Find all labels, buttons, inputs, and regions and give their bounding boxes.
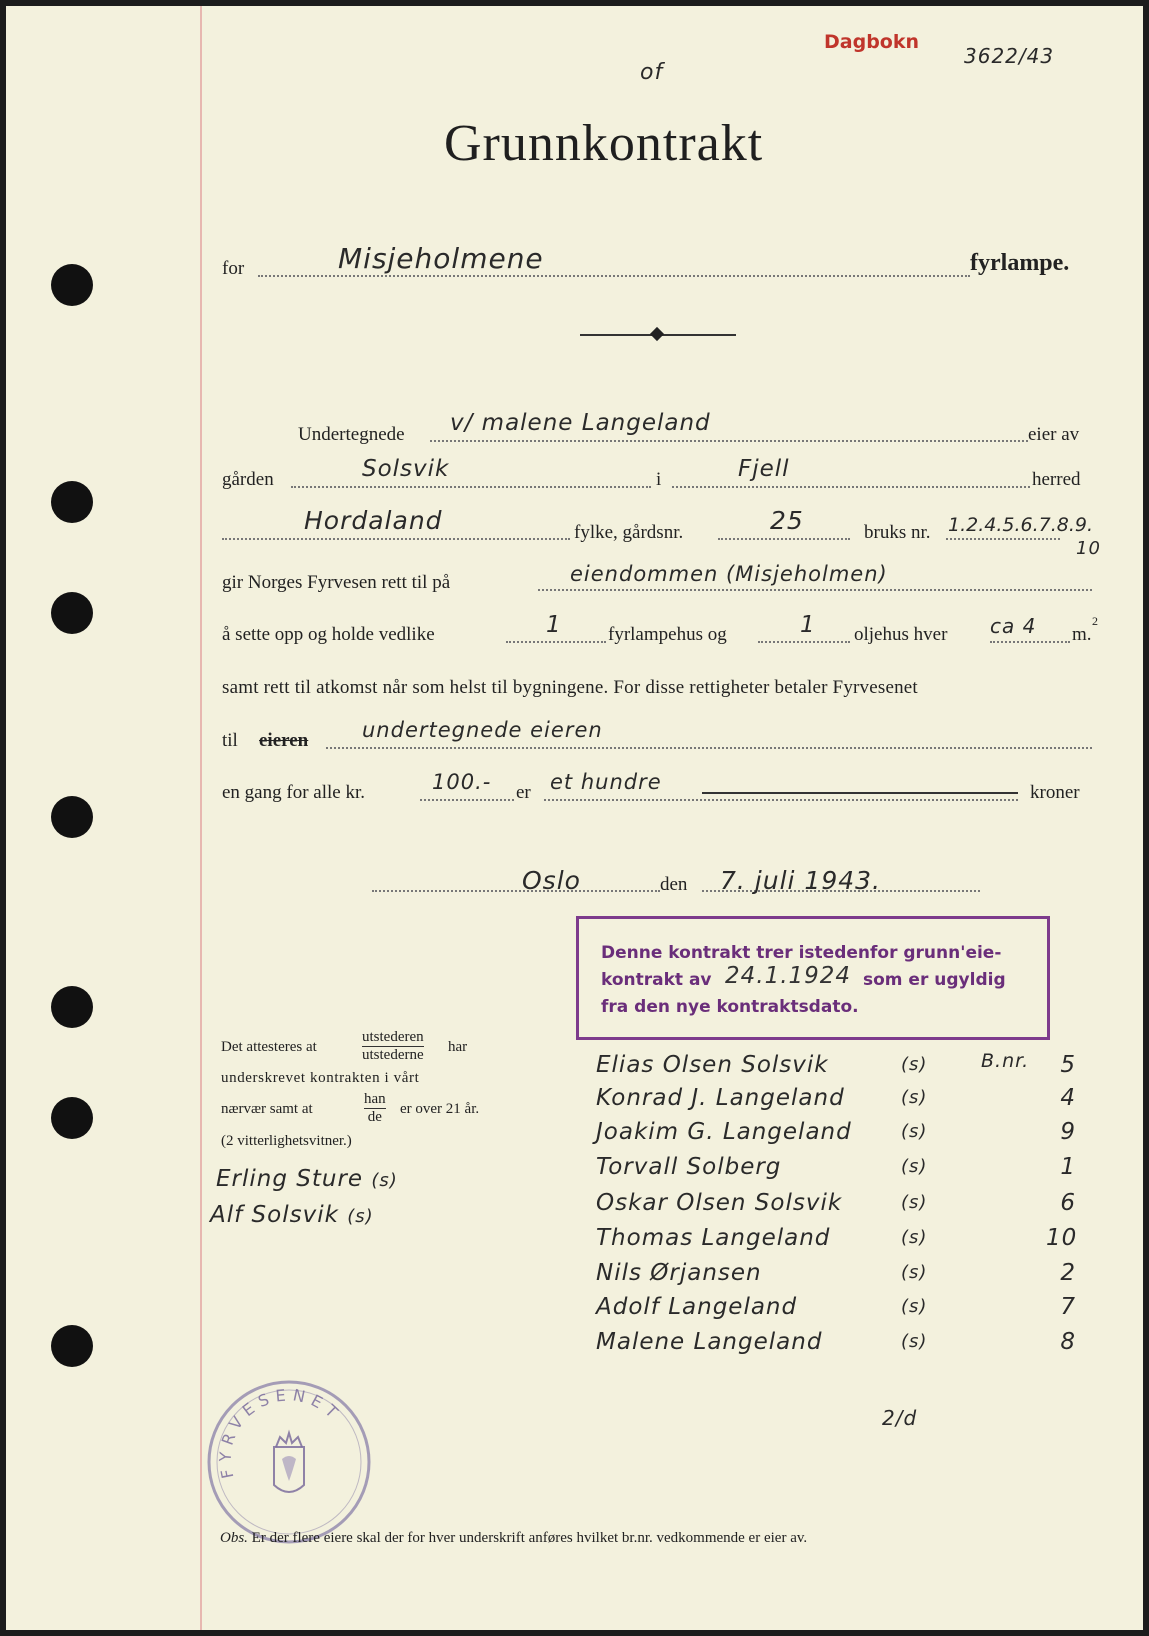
to-struck-text: eieren (259, 730, 309, 751)
signatory-name: Joakim G. Langeland (596, 1119, 852, 1145)
bruks-value-continued: 10 (1076, 538, 1101, 559)
side-initials: 2/d (882, 1406, 918, 1430)
payment-words: et hundre (550, 770, 662, 794)
attestation-line-2: underskrevet kontrakten i vårt (221, 1070, 420, 1086)
binder-hole (51, 796, 93, 838)
lamp-houses-label: fyrlampehus og (608, 624, 727, 645)
binder-hole (51, 1097, 93, 1139)
dotted-line (222, 538, 570, 540)
signatory-name: Malene Langeland (596, 1329, 823, 1355)
stamp-line-2b: som er ugyldig (863, 970, 1006, 990)
dotted-line (506, 641, 606, 643)
binder-hole (51, 592, 93, 634)
binder-hole (51, 986, 93, 1028)
grant-value: eiendommen (Misjeholmen) (570, 562, 888, 586)
dotted-line (672, 486, 1030, 488)
payment-text: en gang for alle kr. (222, 782, 365, 803)
signatory-row (596, 1154, 1076, 1186)
lamp-suffix: fyrlampe. (970, 250, 1070, 276)
signatory-mark: (s) (901, 1331, 928, 1352)
stamp-line-2a: kontrakt av (601, 970, 712, 990)
lamp-houses-count: 1 (546, 612, 562, 638)
signatory-row (596, 1052, 1076, 1084)
witness-signature (216, 1166, 398, 1192)
dotted-line (258, 275, 970, 277)
signatory-name: Oskar Olsen Solsvik (596, 1190, 843, 1216)
witness-mark: (s) (347, 1206, 374, 1227)
dotted-line (990, 641, 1070, 643)
municipality-value: Fjell (738, 456, 790, 482)
footer-obs-text: Er der flere eiere skal der for hver underskrift anføres hvilket br.nr. vedkommende er eier av. (251, 1530, 808, 1546)
margin-line (200, 6, 202, 1630)
binder-hole (51, 1325, 93, 1367)
binder-hole (51, 264, 93, 306)
signatory-row (596, 1225, 1076, 1257)
dotted-line (372, 890, 660, 892)
erect-text: å sette opp og holde vedlike (222, 624, 435, 645)
bnr-header: B.nr. (981, 1050, 1030, 1072)
fraction-top: utstederen (362, 1029, 424, 1045)
payment-or: er (516, 782, 531, 803)
bruks-value: 1.2.4.5.6.7.8.9. (948, 514, 1094, 536)
svg-text:FYRVESENET (216, 1385, 346, 1480)
attestation-line-3b: er over 21 år. (400, 1101, 480, 1117)
signatory-row (596, 1119, 1076, 1151)
area-unit-superscript: 2 (1092, 614, 1098, 628)
oil-houses-label: oljehus hver (854, 624, 948, 645)
attestation-line-3a: nærvær samt at (221, 1101, 313, 1117)
invalidation-stamp (576, 916, 1050, 1040)
stamp-line-1: Denne kontrakt trer istedenfor grunn'eie- (601, 943, 1002, 963)
payment-fill-line (702, 792, 1018, 794)
attestation-line-1b: har (448, 1039, 468, 1055)
farm-value: Solsvik (362, 456, 450, 482)
witness-name: Erling Sture (216, 1166, 364, 1192)
county-value: Hordaland (304, 506, 443, 535)
attestation-fraction-2 (364, 1091, 386, 1126)
witness-mark: (s) (371, 1170, 398, 1191)
signatory-mark: (s) (901, 1054, 928, 1075)
signatory-name: Thomas Langeland (596, 1225, 831, 1251)
farm-number: 25 (770, 506, 804, 535)
signatory-mark: (s) (901, 1156, 928, 1177)
area-value: ca 4 (990, 614, 1037, 638)
lamp-name: Misjeholmene (338, 242, 544, 275)
witness-name: Alf Solsvik (210, 1202, 339, 1228)
dotted-line (538, 589, 1092, 591)
attestation-line-4: (2 vitterlighetsvitner.) (221, 1133, 352, 1149)
to-value: undertegnede eieren (362, 718, 603, 742)
signatory-row (596, 1085, 1076, 1117)
signatory-bnr: 7 (1060, 1294, 1076, 1320)
stamp-line-3: fra den nye kontraktsdato. (601, 997, 859, 1017)
signatory-bnr: 8 (1060, 1329, 1076, 1355)
signatory-bnr: 2 (1060, 1260, 1076, 1286)
signatory-mark: (s) (901, 1227, 928, 1248)
stamp-line-2-date: 24.1.1924 (725, 963, 852, 989)
county-label: fylke, gårdsnr. (574, 522, 684, 543)
dotted-line (326, 747, 1092, 749)
dotted-line (946, 538, 1060, 540)
signatory-bnr: 9 (1060, 1119, 1076, 1145)
contract-page (6, 6, 1143, 1630)
in-label: i (656, 469, 662, 490)
seal-text: FYRVESENET (215, 1385, 346, 1481)
dotted-line (758, 641, 850, 643)
fraction-bottom: utstederne (362, 1047, 424, 1063)
signatory-row (596, 1260, 1076, 1292)
for-label: for (222, 258, 245, 279)
register-stamp: Dagbokn (824, 31, 920, 53)
grant-text: gir Norges Fyrvesen rett til på (222, 572, 451, 593)
signatory-mark: (s) (901, 1121, 928, 1142)
dotted-line (291, 486, 651, 488)
farm-label: gården (222, 469, 274, 490)
signatory-name: Torvall Solberg (596, 1154, 782, 1180)
signatory-bnr: 10 (1046, 1225, 1078, 1251)
signatory-row (596, 1329, 1076, 1361)
signatory-bnr: 4 (1060, 1085, 1076, 1111)
signatory-mark: (s) (901, 1262, 928, 1283)
dotted-line (430, 440, 1028, 442)
fraction-bottom: de (367, 1109, 382, 1125)
binder-hole (51, 481, 93, 523)
fraction-top: han (364, 1091, 386, 1107)
signatory-name: Adolf Langeland (596, 1294, 798, 1320)
municipality-suffix: herred (1032, 469, 1081, 490)
owner-of-label: eier av (1028, 424, 1080, 445)
footer-note (220, 1530, 807, 1547)
reference-number: 3622/43 (964, 44, 1055, 68)
date: 7. juli 1943. (720, 866, 881, 895)
payment-amount: 100.- (432, 770, 492, 794)
attestation-fraction-1 (362, 1029, 424, 1064)
signatory-row (596, 1294, 1076, 1326)
signatory-mark: (s) (901, 1087, 928, 1108)
signatory-mark: (s) (901, 1296, 928, 1317)
signatory-name: Elias Olsen Solsvik (596, 1052, 829, 1078)
dotted-line (544, 799, 1018, 801)
attestation-line-1a: Det attesteres at (221, 1039, 317, 1055)
ornament-diamond (650, 327, 664, 341)
signatory-bnr: 1 (1060, 1154, 1076, 1180)
signatory-row (596, 1190, 1076, 1222)
dotted-line (718, 538, 850, 540)
dotted-line (420, 799, 514, 801)
area-unit: m. (1072, 624, 1092, 645)
undersigned-value: v/ malene Langeland (450, 410, 711, 436)
payment-currency: kroner (1030, 782, 1080, 803)
undersigned-label: Undertegnede (298, 424, 405, 445)
access-text: samt rett til atkomst når som helst til bygningene. For disse rettigheter betaler Fyrvesenet (222, 677, 918, 698)
place: Oslo (522, 866, 581, 895)
footer-obs-label: Obs. (220, 1530, 248, 1546)
header-initials: of (640, 60, 664, 85)
page-title: Grunnkontrakt (444, 115, 764, 172)
signatory-name: Konrad J. Langeland (596, 1085, 845, 1111)
witness-signature (210, 1202, 374, 1228)
signatory-bnr: 6 (1060, 1190, 1076, 1216)
signatory-mark: (s) (901, 1192, 928, 1213)
signatory-bnr: 5 (1060, 1052, 1076, 1078)
signatory-name: Nils Ørjansen (596, 1260, 762, 1286)
oil-houses-count: 1 (800, 612, 816, 638)
to-label: til (222, 730, 238, 751)
date-den-label: den (660, 874, 688, 895)
bruks-label: bruks nr. (864, 522, 931, 543)
fyrvesenet-seal (204, 1377, 374, 1547)
